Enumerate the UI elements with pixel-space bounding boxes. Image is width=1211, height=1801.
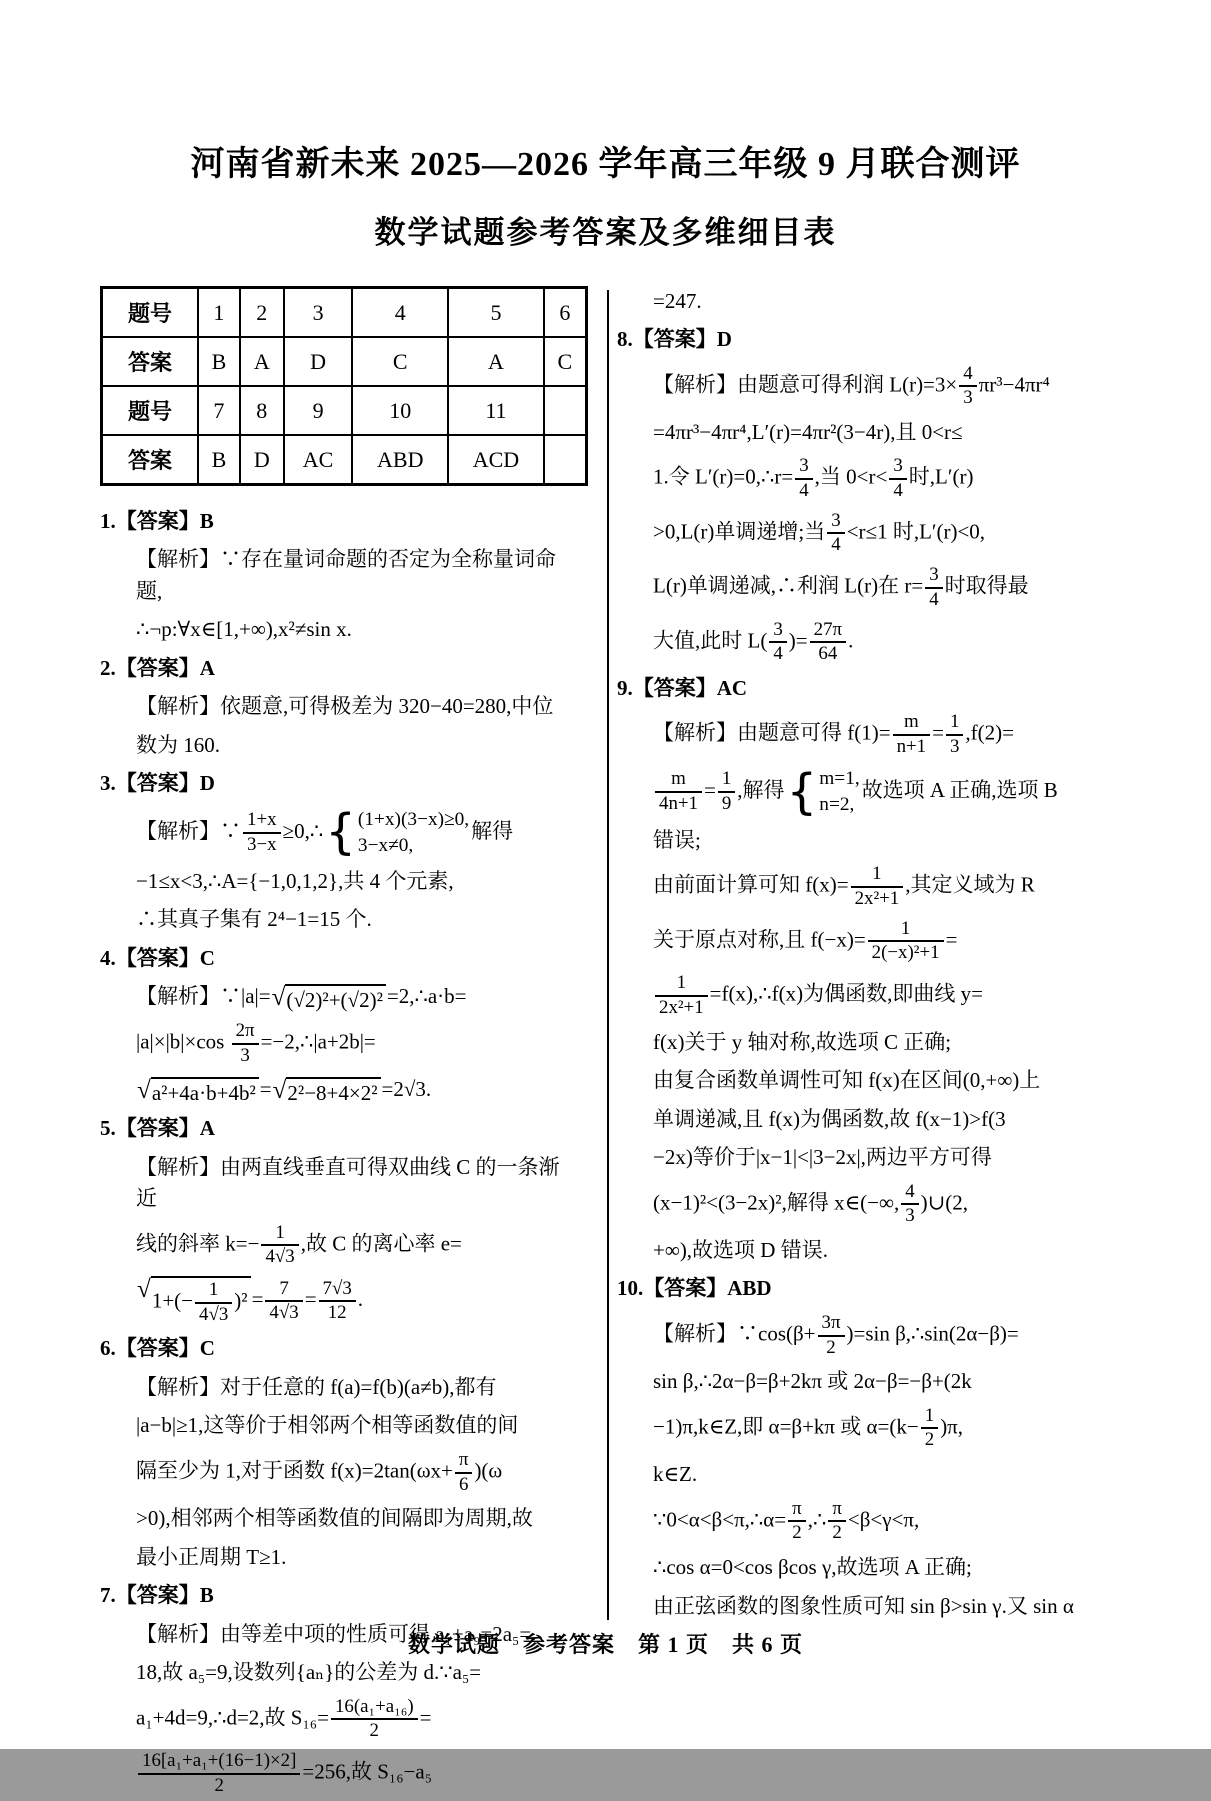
fraction: $\frac{2\pi}{3}$ [232, 1020, 259, 1067]
solution-line: 【解析】∵存在量词命题的否定为全称量词命题, [136, 547, 556, 603]
answer-cell: 5 [448, 288, 544, 338]
solution-line: $\frac{1}{\text{2x²+1}}$ =f(x),∴f(x)为偶函数,即曲线 y= [653, 969, 1123, 1023]
answer-cell: B [198, 337, 240, 386]
content-columns [0, 252, 1211, 1801]
solution-line: 由复合函数单调性可知 f(x)在区间(0,+∞)上 [653, 1068, 1041, 1092]
answer-cell: AC [284, 435, 353, 485]
question-item [100, 502, 570, 649]
cases-brace: { (1+x)(3−x)≥0, 3−x≠0, [325, 804, 470, 861]
solution-line: 【解析】依题意,可得极差为 320−40=280,中位 [136, 694, 554, 718]
solution-line: 单调递减,且 f(x)为偶函数,故 f(x−1)>f(3 [653, 1106, 1006, 1131]
solution-line: −2x)等价于|x−1|<|3−2x|,两边平方可得 [653, 1145, 992, 1169]
solution-line: 隔至少为 1,对于函数 f(x)=2tan(ωx+ $\frac{\pi}{6}$ )(ω [136, 1448, 503, 1495]
sqrt-radical: √ 1+(− $\frac{1}{4√3}$ )² [137, 1276, 251, 1326]
solution-line: 最小正周期 T≥1. [136, 1544, 287, 1569]
solution-line: a₁+4d=9,∴d=2,故 S₁₆= $\frac{\text{16(a₁+a₁₆)}}{2}$ = [136, 1695, 432, 1742]
column-divider-line [607, 290, 609, 1620]
solution-line: 关于原点对称,且 f(−x)= $\frac{1}{\text{2(−x)²+1}}$ = [653, 917, 958, 964]
question-item [100, 1110, 570, 1330]
answer-cell: C [544, 337, 587, 386]
fraction: $\frac{1}{3}$ [946, 711, 963, 758]
answer-cell: ABD [352, 435, 448, 485]
answer-table [100, 286, 588, 486]
sqrt-radical: √ a²+4a·b+4b² [137, 1077, 259, 1106]
fraction: $\frac{3}{4}$ [925, 564, 942, 611]
answer-cell: D [284, 337, 353, 386]
fraction: $\frac{\pi}{6}$ [455, 1449, 473, 1496]
solution-line: −1)π,k∈Z,即 α=β+kπ 或 α=(k− $\frac{1}{2}$ )π, [653, 1404, 964, 1451]
table-row [102, 435, 587, 485]
continuation-line: =247. [653, 288, 702, 313]
solution-line: 18,故 a₅=9,设数列{aₙ}的公差为 d.∵a₅= [136, 1660, 482, 1685]
question-item [100, 649, 570, 765]
answer-line: 5.【答案】A [100, 1116, 215, 1141]
fraction: $\frac{1+x}{3-x}$ [243, 809, 281, 856]
table-row [102, 337, 587, 386]
fraction: $\frac{m}{4n+1}$ [655, 768, 702, 815]
answer-line: 2.【答案】A [100, 655, 215, 680]
fraction: $\frac{\text{16(a₁+a₁₆)}}{2}$ [331, 1696, 418, 1743]
fraction: $\frac{3}{4}$ [889, 455, 906, 502]
answer-cell: C [352, 337, 448, 386]
fraction: $\frac{3}{4}$ [769, 619, 786, 666]
answer-cell: 7 [198, 386, 240, 435]
fraction: $\frac{7√3}{12}$ [319, 1278, 356, 1325]
solution-line: +∞),故选项 D 错误. [653, 1237, 828, 1262]
answer-cell: D [240, 435, 284, 485]
fraction: $\frac{\pi}{2}$ [828, 1498, 846, 1545]
solution-line: k∈Z. [653, 1462, 698, 1487]
answer-cell: 8 [240, 386, 284, 435]
left-questions [100, 502, 570, 1801]
solution-line: 大值,此时 L( $\frac{3}{4}$ )= $\frac{27\pi}{64}$ . [653, 618, 854, 665]
row-label-cell: 答案 [102, 435, 199, 485]
fraction: $\frac{\pi}{2}$ [788, 1498, 806, 1545]
solution-line: ∵0<α<β<π,∴α= $\frac{\pi}{2}$ ,∴ $\frac{\pi}{2}$ <β<γ<π, [653, 1497, 920, 1544]
fraction: $\frac{27\pi}{64}$ [810, 619, 846, 666]
solution-line: 【解析】由两直线垂直可得双曲线 C 的一条渐近 [136, 1154, 560, 1211]
solution-line: √ 1+(− $\frac{1}{4√3}$ )² = $\frac{7}{4√3}$ = $\frac{7√3}{12}$ . [137, 1276, 364, 1325]
page-title: 河南省新未来 2025—2026 学年高三年级 9 月联合测评 [190, 146, 1021, 183]
question-item [617, 1270, 1123, 1626]
right-column [617, 282, 1123, 1626]
solution-line: >0,L(r)单调递增;当 $\frac{3}{4}$ <r≤1 时,L′(r)<0, [653, 509, 986, 556]
fraction: $\frac{m}{n+1}$ [893, 711, 931, 758]
solution-line: $\frac{\text{16[a₁+a₁+(16−1)×2]}}{2}$ =256,故 S₁₆−a₅ [136, 1747, 570, 1801]
answer-line: 8.【答案】D [617, 327, 732, 351]
solution-line: 【解析】∵cos(β+ $\frac{3\pi}{2}$ )=sin β,∴sin(2α−β)= [653, 1311, 1019, 1358]
solution-line: 由前面计算可知 f(x)= $\frac{1}{\text{2x²+1}}$ ,其定义域为 R [653, 863, 1035, 910]
fraction: $\frac{1}{\text{2x²+1}}$ [655, 972, 708, 1019]
row-label-cell: 答案 [102, 337, 199, 386]
solution-line: sin β,∴2α−β=β+2kπ 或 2α−β=−β+(2k [653, 1369, 972, 1394]
solution-line: L(r)单调递减,∴利润 L(r)在 r= $\frac{3}{4}$ 时取得最 [653, 564, 1029, 610]
answer-cell: 6 [544, 288, 587, 338]
solution-line: 【解析】由题意可得利润 L(r)=3× $\frac{4}{3}$ πr³−4πr⁴ [653, 362, 1050, 409]
solution-line: $\frac{m}{4n+1}$ = $\frac{1}{9}$ ,解得 { m=1, n=2, 故选项 A 正确,选项 B [653, 762, 1123, 821]
answer-cell: 4 [352, 288, 448, 338]
fraction: $\frac{1}{4√3}$ [195, 1279, 232, 1326]
solution-line: 【解析】由等差中项的性质可得 a₁+a₉=2a₅= [136, 1621, 532, 1646]
solution-line: 线的斜率 k=− $\frac{1}{4√3}$ ,故 C 的离心率 e= [136, 1221, 462, 1268]
solution-line: >0),相邻两个相等函数值的间隔即为周期,故 [136, 1506, 533, 1531]
answer-line: 1.【答案】B [100, 508, 214, 533]
fraction: $\frac{1}{2}$ [921, 1405, 938, 1452]
fraction: $\frac{4}{3}$ [959, 363, 976, 410]
question-item [100, 765, 570, 940]
solution-line: =4πr³−4πr⁴,L′(r)=4πr²(3−4r),且 0<r≤ [653, 419, 963, 444]
answer-line: 3.【答案】D [100, 771, 215, 795]
left-column [100, 282, 573, 1801]
solution-line: 错误; [653, 827, 701, 852]
page-footer: 数学试题 参考答案 第 1 页 共 6 页 [407, 1632, 803, 1657]
fraction: $\frac{3}{4}$ [827, 510, 844, 557]
page-subtitle: 数学试题参考答案及多维细目表 [374, 215, 837, 250]
fraction: $\frac{1}{\text{2(−x)²+1}}$ [868, 918, 944, 965]
sqrt-radical: √ (√2)²+(√2)² [272, 984, 386, 1013]
solution-line: 数为 160. [136, 732, 220, 757]
answer-cell: 1 [198, 288, 240, 338]
row-label-cell: 题号 [102, 386, 199, 435]
answer-line: 7.【答案】B [100, 1583, 214, 1608]
cases-brace: { m=1, n=2, [786, 763, 860, 820]
answer-cell [544, 386, 587, 435]
solution-line: ∴¬p:∀x∈[1,+∞),x²≠sin x. [136, 617, 352, 641]
solution-line: 【解析】∵ $\frac{1+x}{3-x}$ ≥0,∴ { (1+x)(3−x)≥0, 3−x≠0, 解得 [136, 804, 514, 861]
fraction: $\frac{3\pi}{2}$ [818, 1312, 845, 1359]
solution-line: |a−b|≥1,这等价于相邻两个相等函数值的间 [136, 1413, 519, 1438]
answer-cell: 2 [240, 288, 284, 338]
fraction: $\frac{1}{\text{2x²+1}}$ [851, 863, 904, 910]
solution-line: f(x)关于 y 轴对称,故选项 C 正确; [653, 1029, 952, 1054]
fraction: $\frac{4}{3}$ [901, 1181, 918, 1228]
solution-line: (x−1)²<(3−2x)²,解得 x∈(−∞, $\frac{4}{3}$ )∪(2, [653, 1180, 968, 1227]
solution-line: 【解析】对于任意的 f(a)=f(b)(a≠b),都有 [136, 1374, 497, 1399]
fraction: $\frac{7}{4√3}$ [265, 1278, 302, 1325]
solution-line: 由正弦函数的图象性质可知 sin β>sin γ.又 sin α [653, 1593, 1074, 1618]
answer-cell: 11 [448, 386, 544, 435]
sqrt-radical: √ 2²−8+4×2² [273, 1077, 381, 1106]
solution-line: |a|×|b|×cos $\frac{2\pi}{3}$ =−2,∴|a+2b|= [136, 1019, 376, 1066]
answer-cell: A [448, 337, 544, 386]
question-item [100, 939, 570, 1110]
fraction: $\frac{\text{16[a₁+a₁+(16−1)×2]}}{2}$ [138, 1750, 300, 1797]
question-item [100, 1330, 570, 1577]
table-row [102, 288, 587, 338]
solution-line: ∴cos α=0<cos βcos γ,故选项 A 正确; [653, 1555, 972, 1579]
answer-cell: A [240, 337, 284, 386]
fraction: $\frac{1}{9}$ [718, 768, 735, 815]
solution-line: ∴其真子集有 2⁴−1=15 个. [136, 907, 372, 932]
question-item [617, 669, 1123, 1270]
table-row [102, 386, 587, 435]
answer-cell: 10 [352, 386, 448, 435]
answer-line: 6.【答案】C [100, 1336, 215, 1361]
question-item [617, 321, 1123, 670]
answer-cell: 3 [284, 288, 353, 338]
row-label-cell: 题号 [102, 288, 199, 338]
answer-cell [544, 435, 587, 485]
solution-line: 【解析】∵|a|= √ (√2)²+(√2)² =2,∴a·b= [136, 983, 467, 1012]
answer-line: 9.【答案】AC [617, 675, 748, 700]
answer-line: 10.【答案】ABD [617, 1276, 772, 1301]
solution-line: √ a²+4a·b+4b² = √ 2²−8+4×2² =2√3. [137, 1076, 432, 1105]
answer-cell: 9 [284, 386, 353, 435]
answer-cell: B [198, 435, 240, 485]
solution-line: 【解析】由题意可得 f(1)= $\frac{m}{n+1}$ = $\frac{1}{3}$ ,f(2)= [653, 711, 1014, 758]
solution-line: −1≤x<3,∴A={−1,0,1,2},共 4 个元素, [136, 868, 454, 893]
answer-cell: ACD [448, 435, 544, 485]
fraction: $\frac{1}{4√3}$ [261, 1222, 298, 1269]
question-item [100, 1577, 570, 1801]
solution-line: 1.令 L′(r)=0,∴r= $\frac{3}{4}$ ,当 0<r< $\frac{3}{4}$ 时,L′(r) [653, 455, 974, 502]
answer-line: 4.【答案】C [100, 945, 215, 970]
right-questions [617, 321, 1123, 1626]
fraction: $\frac{3}{4}$ [795, 455, 812, 502]
